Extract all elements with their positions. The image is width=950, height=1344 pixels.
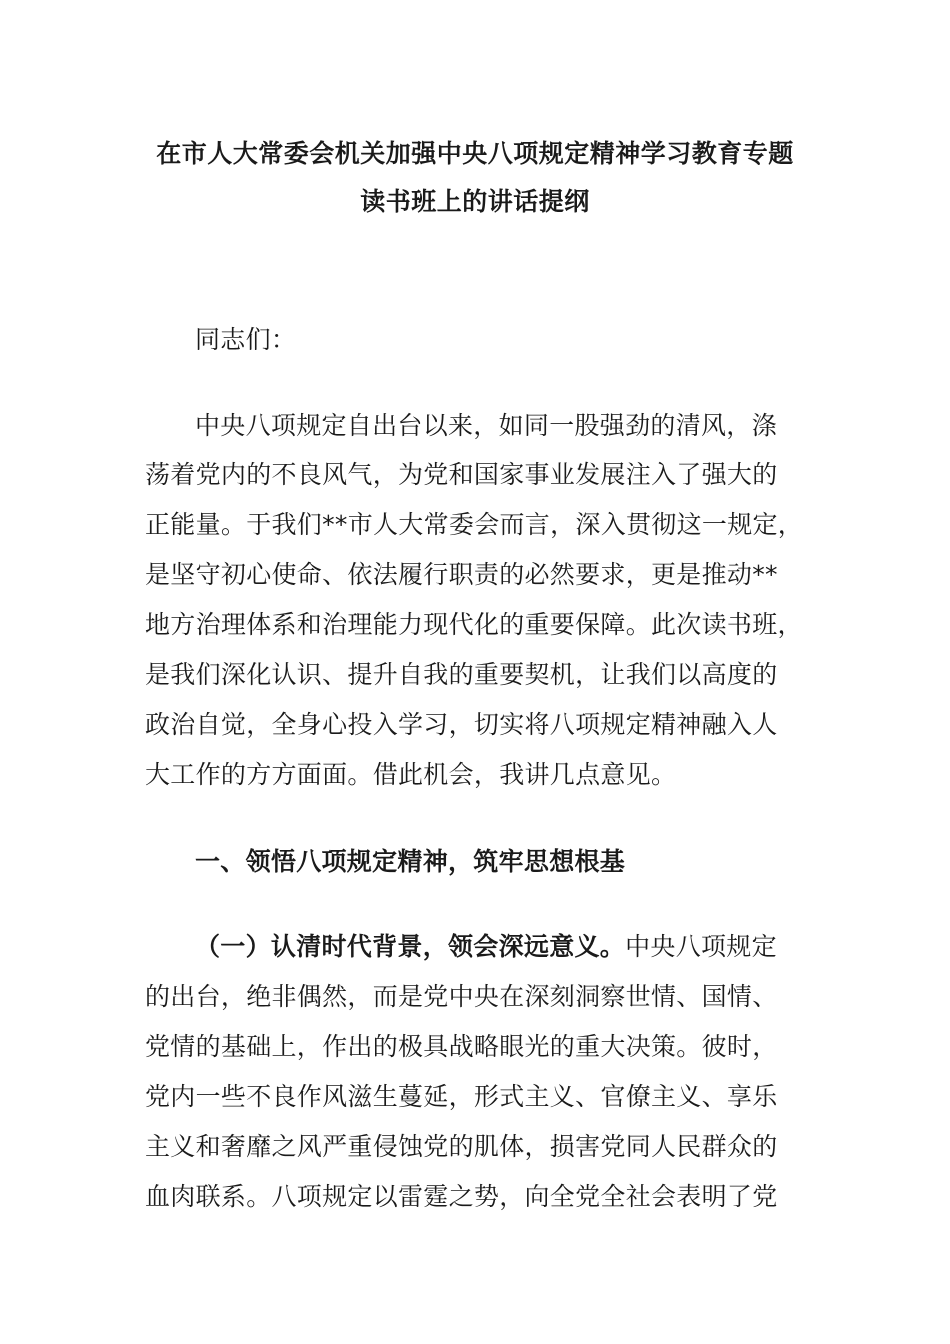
document-title-line-1: 在市人大常委会机关加强中央八项规定精神学习教育专题 — [156, 139, 794, 168]
intro-line: 荡着党内的不良风气，为党和国家事业发展注入了强大的 — [145, 460, 778, 489]
section-heading: 一、领悟八项规定精神，筑牢思想根基 — [195, 847, 626, 876]
intro-line: 正能量。于我们**市人大常委会而言，深入贯彻这一规定， — [145, 510, 804, 539]
greeting: 同志们： — [195, 325, 297, 354]
intro-line: 政治自觉，全身心投入学习，切实将八项规定精神融入人 — [145, 710, 778, 739]
intro-line: 是坚守初心使命、依法履行职责的必然要求，更是推动** — [145, 560, 778, 589]
document-title-line-2: 读书班上的讲话提纲 — [360, 187, 590, 216]
subsection-heading: （一）认清时代背景，领会深远意义。 — [195, 932, 626, 961]
subsection-line: 党情的基础上，作出的极具战略眼光的重大决策。彼时， — [145, 1032, 778, 1061]
intro-line: 是我们深化认识、提升自我的重要契机，让我们以高度的 — [145, 660, 778, 689]
intro-line: 中央八项规定自出台以来，如同一股强劲的清风，涤 — [195, 411, 777, 440]
subsection-line: 党内一些不良作风滋生蔓延，形式主义、官僚主义、享乐 — [145, 1082, 778, 1111]
subsection-first-line — [195, 927, 777, 963]
intro-line: 大工作的方方面面。借此机会，我讲几点意见。 — [145, 760, 677, 789]
intro-line: 地方治理体系和治理能力现代化的重要保障。此次读书班， — [145, 610, 803, 639]
subsection-line: 血肉联系。八项规定以雷霆之势，向全党全社会表明了党 — [145, 1182, 778, 1211]
subsection-text: 中央八项规定 — [625, 932, 777, 961]
subsection-line: 的出台，绝非偶然，而是党中央在深刻洞察世情、国情、 — [145, 982, 778, 1011]
subsection-line: 主义和奢靡之风严重侵蚀党的肌体，损害党同人民群众的 — [145, 1132, 778, 1161]
